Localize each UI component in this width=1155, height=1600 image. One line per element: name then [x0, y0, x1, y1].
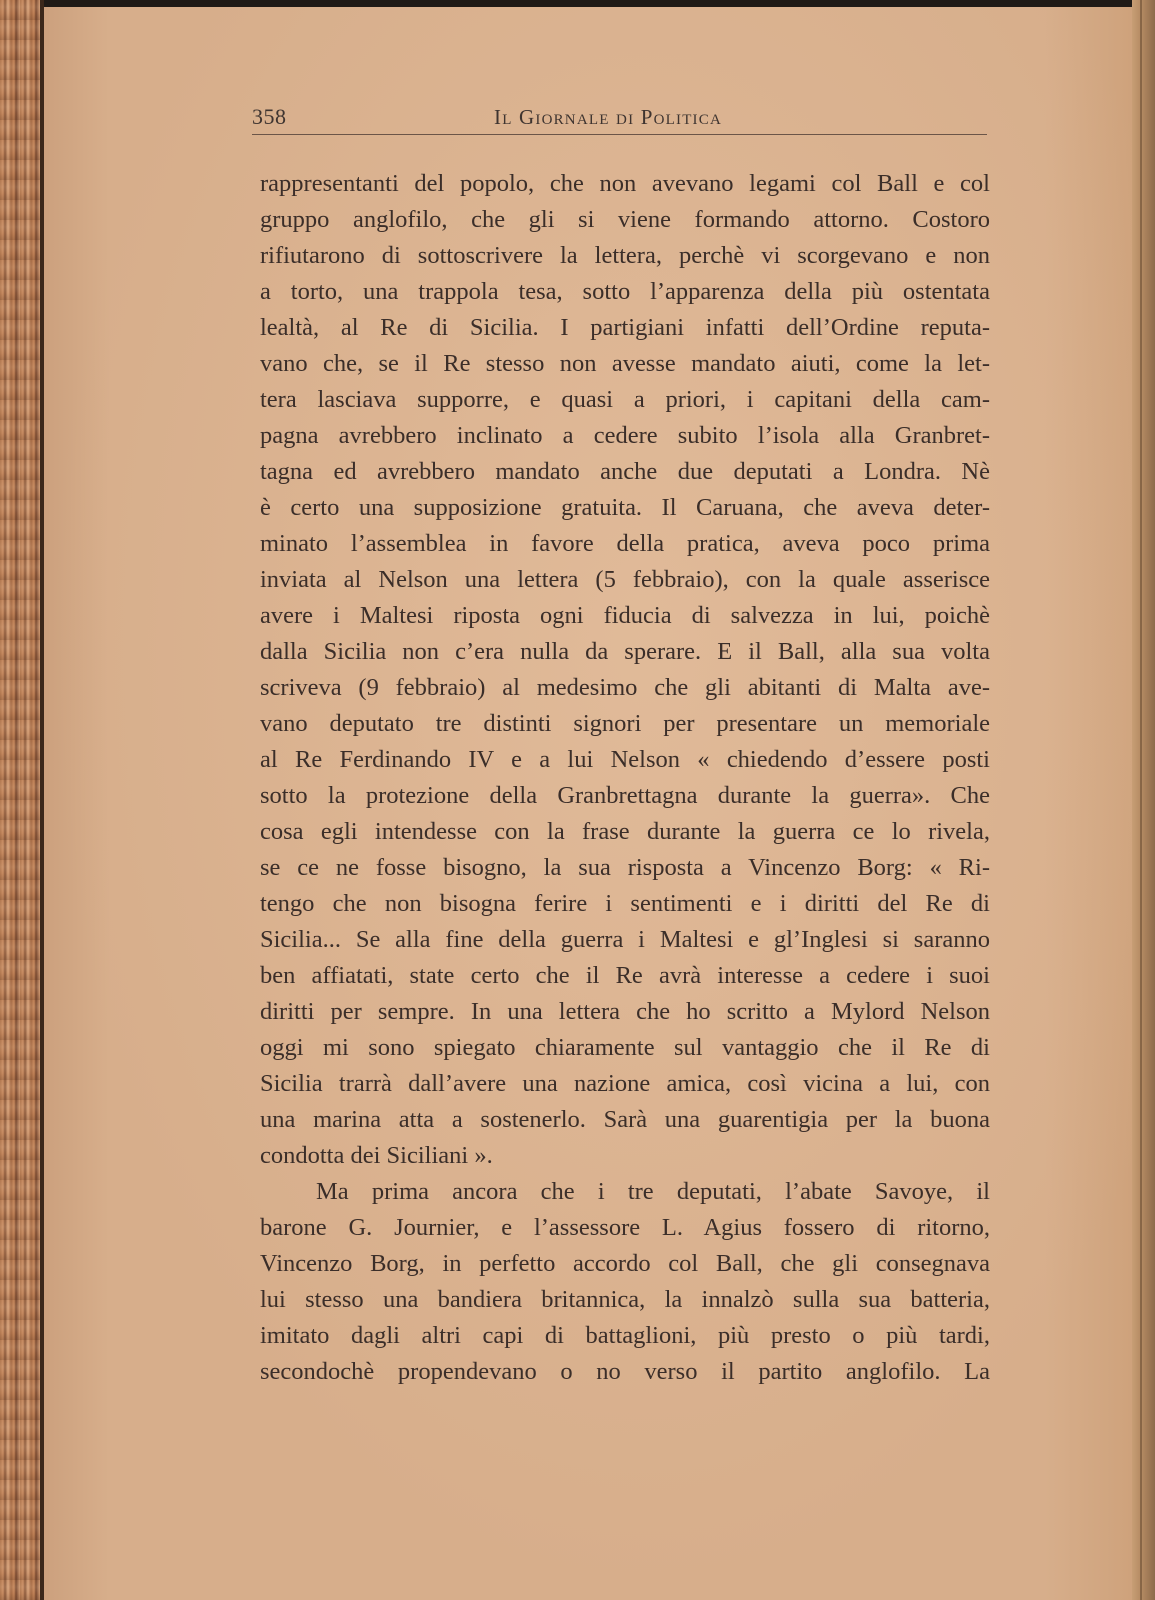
text-line: oggi mi sono spiegato chiaramente sul vantaggio che il Re di [260, 1034, 990, 1061]
paragraph-last-line: condotta dei Siciliani ». [260, 1142, 493, 1169]
text-line: dalla Sicilia non c’era nulla da sperare. E il Ball, alla sua volta [260, 638, 990, 665]
text-line: vano deputato tre distinti signori per presentare un memoriale [260, 710, 990, 737]
text-line: avere i Maltesi riposta ogni fiducia di salvezza in lui, poichè [260, 602, 990, 629]
text-line: minato l’assemblea in favore della pratica, aveva poco prima [260, 530, 990, 557]
text-line: diritti per sempre. In una lettera che ho scritto a Mylord Nelson [260, 998, 990, 1025]
text-line: vano che, se il Re stesso non avesse mandato aiuti, come la let- [260, 350, 990, 377]
text-line: lealtà, al Re di Sicilia. I partigiani infatti dell’Ordine reputa- [260, 314, 990, 341]
text-line: barone G. Journier, e l’assessore L. Agius fossero di ritorno, [260, 1214, 990, 1241]
text-line: è certo una supposizione gratuita. Il Caruana, che aveva deter- [260, 494, 990, 521]
text-line: secondochè propendevano o no verso il partito anglofilo. La [260, 1358, 990, 1385]
text-line: scriveva (9 febbraio) al medesimo che gli abitanti di Malta ave- [260, 674, 990, 701]
book-top-edge [0, 0, 1155, 7]
text-line: lui stesso una bandiera britannica, la innalzò sulla sua batteria, [260, 1286, 990, 1313]
text-line: Sicilia... Se alla fine della guerra i Maltesi e gl’Inglesi si saranno [260, 926, 990, 953]
header-rule [252, 134, 987, 135]
text-line: sotto la protezione della Granbrettagna durante la guerra». Che [260, 782, 990, 809]
body-text [260, 166, 990, 1390]
running-title: Il Giornale di Politica [494, 105, 722, 129]
text-line: tengo che non bisogna ferire i sentimenti e i diritti del Re di [260, 890, 990, 917]
text-line: una marina atta a sostenerlo. Sarà una guarentigia per la buona [260, 1106, 990, 1133]
text-line: se ce ne fosse bisogno, la sua risposta a Vincenzo Borg: « Ri- [260, 854, 990, 881]
text-line: pagna avrebbero inclinato a cedere subito l’isola alla Granbret- [260, 422, 990, 449]
text-line: Sicilia trarrà dall’avere una nazione amica, così vicina a lui, con [260, 1070, 990, 1097]
text-line: imitato dagli altri capi di battaglioni, più presto o più tardi, [260, 1322, 990, 1349]
text-line: tera lasciava supporre, e quasi a priori, i capitani della cam- [260, 386, 990, 413]
text-line: cosa egli intendesse con la frase durante la guerra ce lo rivela, [260, 818, 990, 845]
text-line: a torto, una trappola tesa, sotto l’apparenza della più ostentata [260, 278, 990, 305]
text-line: ben affiatati, state certo che il Re avrà interesse a cedere i suoi [260, 962, 990, 989]
running-head [252, 104, 987, 134]
text-line: rifiutarono di sottoscrivere la lettera, perchè vi scorgevano e non [260, 242, 990, 269]
page-number: 358 [252, 104, 287, 129]
text-line: al Re Ferdinando IV e a lui Nelson « chiedendo d’essere posti [260, 746, 990, 773]
text-line: rappresentanti del popolo, che non avevano legami col Ball e col [260, 170, 990, 197]
text-line: gruppo anglofilo, che gli si viene formando attorno. Costoro [260, 206, 990, 233]
page-fore-edge [1132, 0, 1155, 1600]
text-line: tagna ed avrebbero mandato anche due deputati a Londra. Nè [260, 458, 990, 485]
text-line: Vincenzo Borg, in perfetto accordo col Ball, che gli consegnava [260, 1250, 990, 1277]
text-line: inviata al Nelson una lettera (5 febbraio), con la quale asserisce [260, 566, 990, 593]
paragraph-first-line: Ma prima ancora che i tre deputati, l’abate Savoye, il [316, 1178, 990, 1205]
book-spine-edge [0, 0, 40, 1600]
